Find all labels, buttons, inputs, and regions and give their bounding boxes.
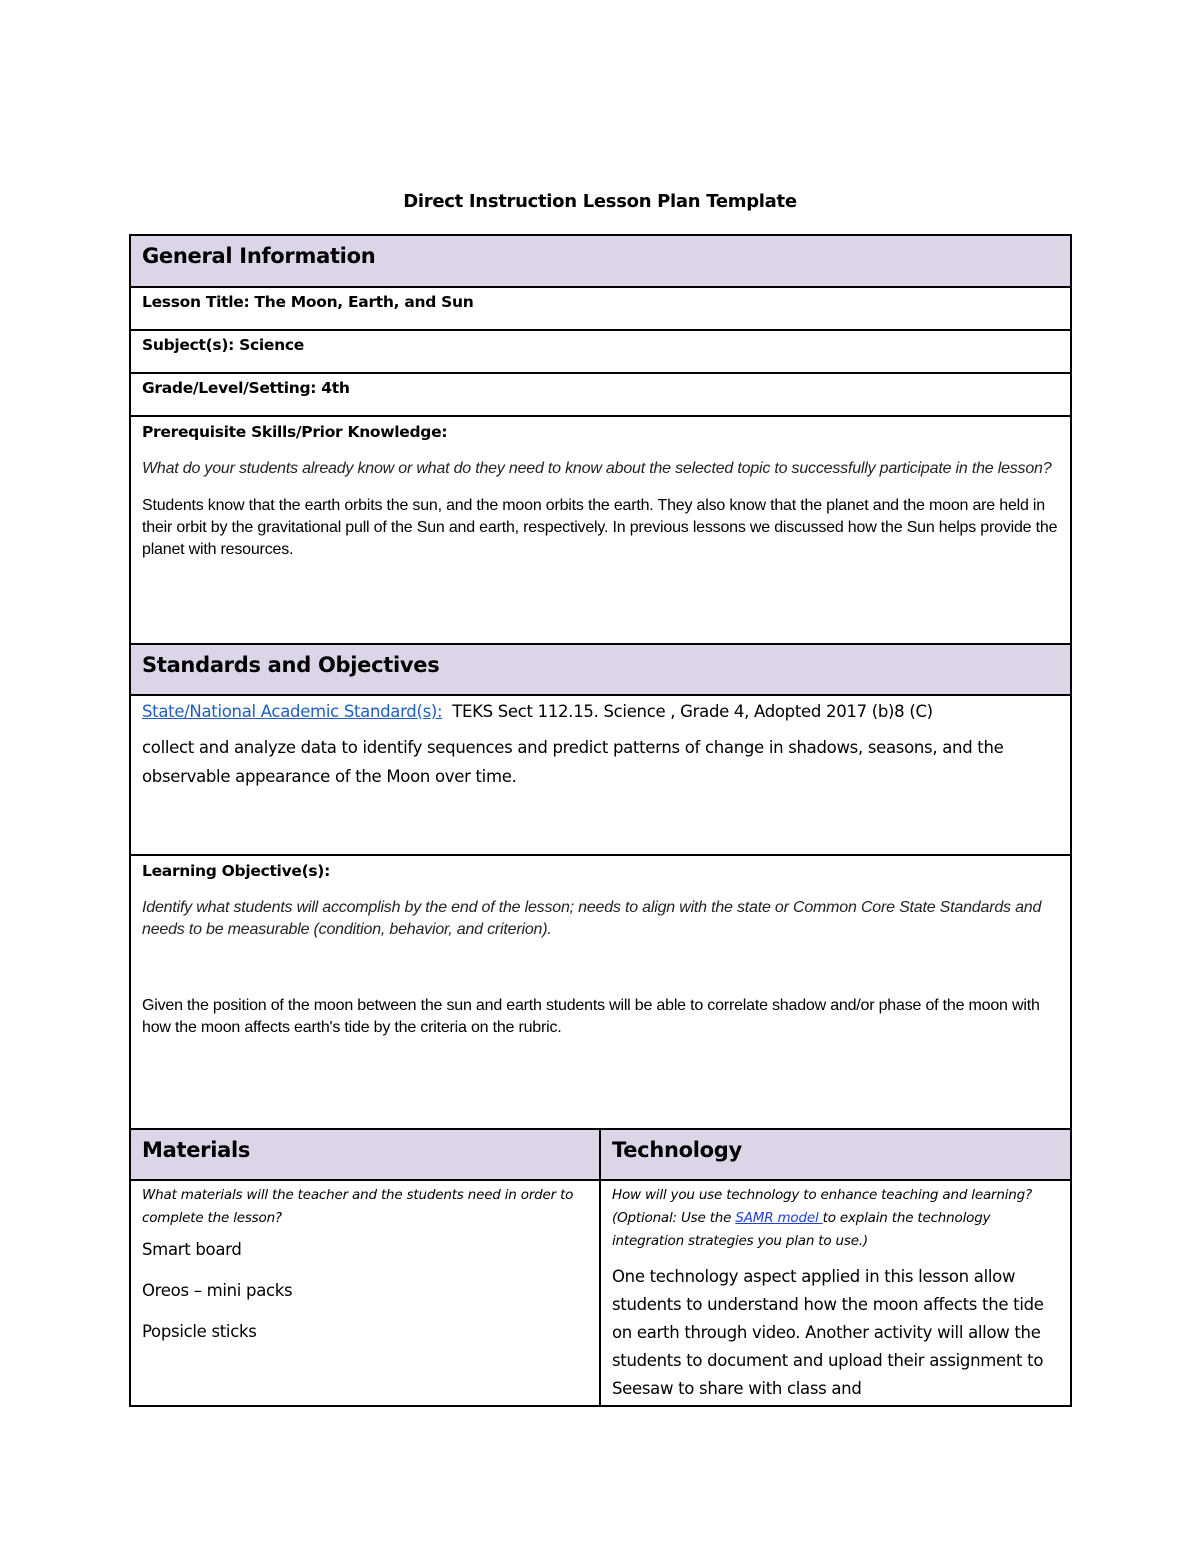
material-item: Oreos – mini packs	[142, 1281, 293, 1300]
grade-row	[130, 373, 1071, 416]
standard-row	[130, 695, 1071, 855]
technology-answer: One technology aspect applied in this lesson allow students to understand how the moon affects the tide on earth through video. Another activity will allow the students to document and upload their assignment to Seesaw to share with class and	[612, 1267, 1044, 1398]
material-item: Popsicle sticks	[142, 1322, 257, 1341]
subjects: Subject(s): Science	[142, 336, 304, 354]
objective-answer: Given the position of the moon between the sun and earth students will be able to correlate shadow and/or phase of the moon with how the moon affects earth's tide by the criteria on the rubric.	[142, 997, 1040, 1036]
standard-code: TEKS Sect 112.15. Science , Grade 4, Adopted 2017 (b)8 (C)	[452, 702, 933, 721]
prereq-answer: Students know that the earth orbits the sun, and the moon orbits the earth. They also know that the planet and the moon are held in their orbit by the gravitational pull of the Sun and earth, respectively. In previous lessons we discussed how the Sun helps provide the planet with resources.	[142, 497, 1058, 558]
lesson-title: Lesson Title: The Moon, Earth, and Sun	[142, 293, 474, 311]
general-info-header-row	[130, 235, 1071, 287]
prereq-prompt: What do your students already know or what do they need to know about the selected topic to successfully participate in the lesson?	[142, 460, 1052, 477]
prerequisite-row	[130, 416, 1071, 644]
materials-tech-header-row	[130, 1129, 1071, 1180]
subjects-row	[130, 330, 1071, 373]
lesson-title-row	[130, 287, 1071, 330]
grade-level: Grade/Level/Setting: 4th	[142, 379, 350, 397]
technology-header: Technology	[612, 1138, 742, 1162]
objective-prompt: Identify what students will accomplish by the end of the lesson; needs to align with the state or Common Core State Standards and needs to be measurable (condition, behavior, and criterion).	[142, 899, 1042, 938]
standard-text: collect and analyze data to identify sequences and predict patterns of change in shadows, seasons, and the observable appearance of the Moon over time.	[142, 738, 1004, 786]
technology-prompt: How will you use technology to enhance teaching and learning? (Optional: Use the SAMR model to explain the technology integration strategies you plan to use.)	[612, 1187, 1032, 1249]
standard-link[interactable]: State/National Academic Standard(s):	[142, 702, 443, 721]
samr-model-link[interactable]: SAMR model	[735, 1210, 823, 1226]
material-item: Smart board	[142, 1240, 242, 1259]
prereq-label: Prerequisite Skills/Prior Knowledge:	[142, 423, 448, 441]
materials-header: Materials	[142, 1138, 251, 1162]
page-title: Direct Instruction Lesson Plan Template	[403, 191, 797, 212]
objective-row	[130, 855, 1071, 1129]
standards-header: Standards and Objectives	[142, 653, 440, 677]
general-info-header: General Information	[142, 244, 376, 268]
materials-prompt: What materials will the teacher and the students need in order to complete the lesson?	[142, 1187, 574, 1226]
standards-header-row	[130, 644, 1071, 695]
objective-label: Learning Objective(s):	[142, 862, 330, 880]
standard-line	[142, 696, 1059, 721]
materials-tech-row	[130, 1180, 1071, 1406]
lesson-plan-table	[129, 234, 1072, 1407]
